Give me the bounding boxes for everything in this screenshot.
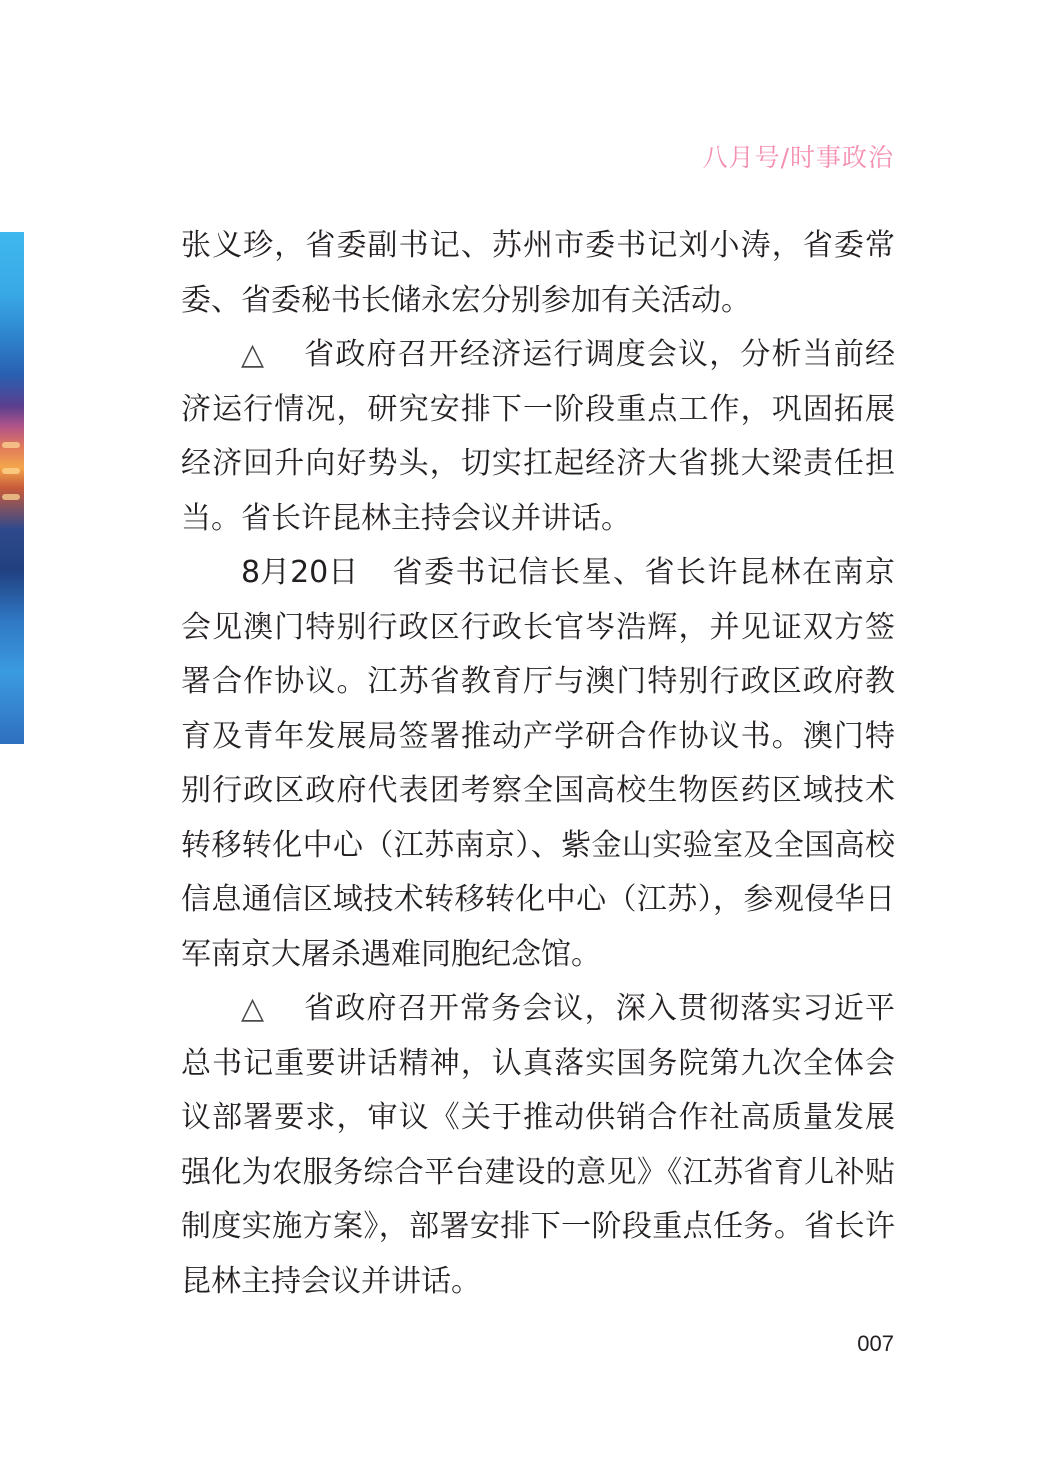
paragraph-1 — [181, 219, 895, 328]
paragraph-3 — [181, 546, 895, 982]
paragraph-4 — [181, 982, 895, 1309]
triangle-marker: △ — [241, 991, 265, 1026]
paragraph-4-text: 省政府召开常务会议，深入贯彻落实习近平总书记重要讲话精神，认真落实国务院第九次全体会议部署要求，审议《关于推动供销合作社高质量发展强化为农服务综合平台建设的意见》《江苏省育儿补贴制度实施方案》，部署安排下一阶段重点任务。省长许昆林主持会议并讲话。 — [181, 991, 895, 1299]
triangle-marker: △ — [241, 337, 265, 372]
page-number: 007 — [857, 1331, 894, 1356]
paragraph-2-text: 省政府召开经济运行调度会议，分析当前经济运行情况，研究安排下一阶段重点工作，巩固拓展经济回升向好势头，切实扛起经济大省挑大梁责任担当。省长许昆林主持会议并讲话。 — [181, 337, 895, 536]
edge-light-2 — [2, 468, 20, 474]
edge-light-1 — [2, 442, 20, 448]
edge-photo-strip — [0, 232, 24, 744]
section-header: 八月号/时事政治 — [702, 143, 894, 172]
article-body — [181, 219, 895, 1309]
date-marker: 8月20日 — [241, 555, 359, 590]
paragraph-1-text: 张义珍，省委副书记、苏州市委书记刘小涛，省委常委、省委秘书长储永宏分别参加有关活动。 — [181, 228, 895, 318]
edge-light-3 — [2, 494, 20, 500]
paragraph-2 — [181, 328, 895, 546]
paragraph-3-text: 省委书记信长星、省长许昆林在南京会见澳门特别行政区行政长官岑浩辉，并见证双方签署合作协议。江苏省教育厅与澳门特别行政区政府教育及青年发展局签署推动产学研合作协议书。澳门特别行政区政府代表团考察全国高校生物医药区域技术转移转化中心（江苏南京）、紫金山实验室及全国高校信息通信区域技术转移转化中心（江苏），参观侵华日军南京大屠杀遇难同胞纪念馆。 — [181, 555, 895, 972]
